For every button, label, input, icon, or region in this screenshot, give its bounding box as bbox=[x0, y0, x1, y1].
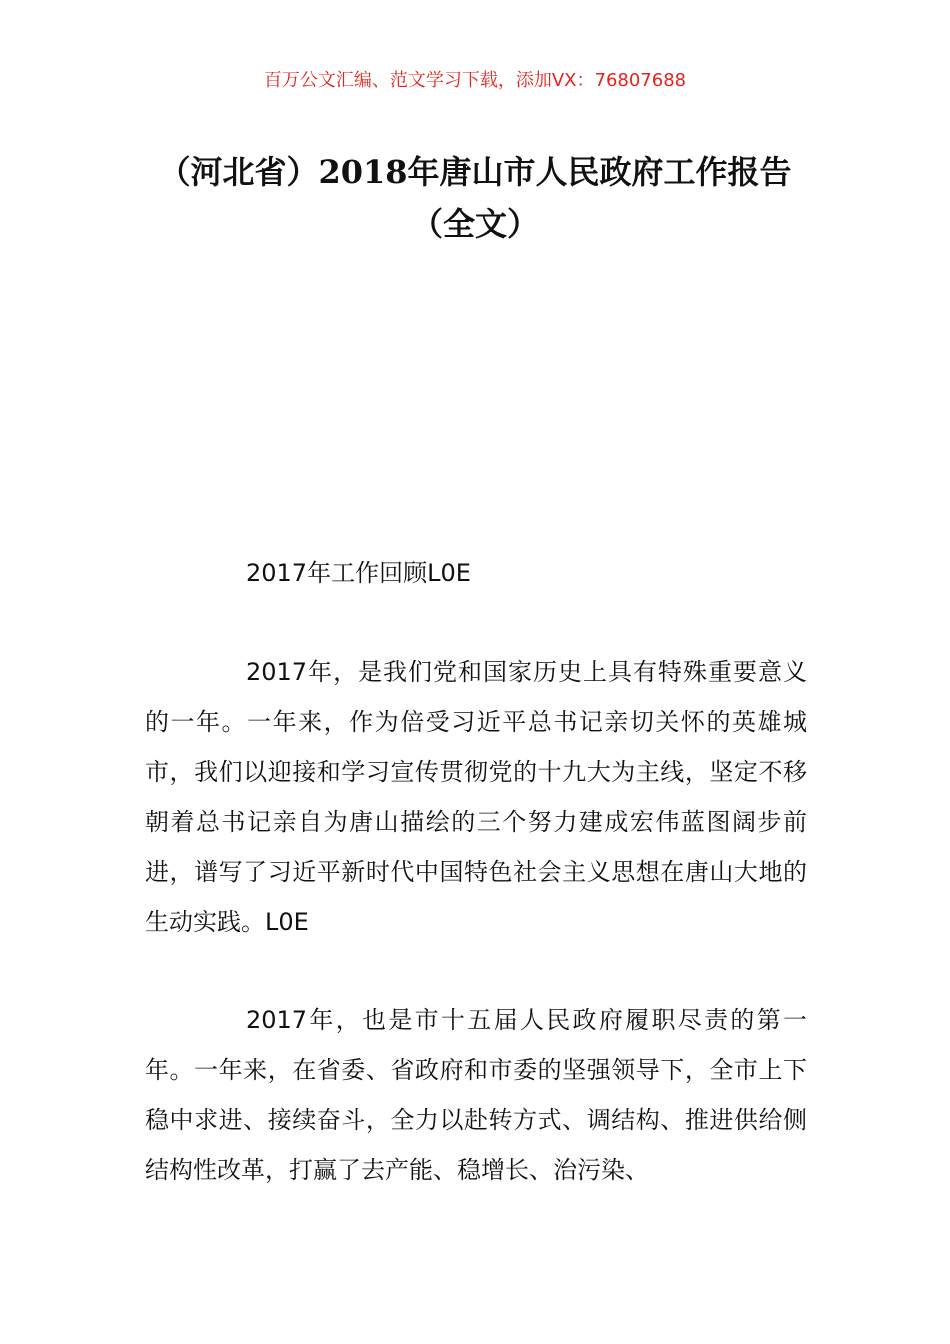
body-paragraph: 2017年，是我们党和国家历史上具有特殊重要意义的一年。一年来，作为倍受习近平总书记亲切关怀的英雄城市，我们以迎接和学习宣传贯彻党的十九大为主线，坚定不移朝着总书记亲自为唐山描绘的三个努力建成宏伟蓝图阔步前进，谱写了习近平新时代中国特色社会主义思想在唐山大地的生动实践。L0E bbox=[145, 658, 807, 936]
section-heading: 2017年工作回顾L0E bbox=[246, 559, 471, 587]
watermark-banner: 百万公文汇编、范文学习下载，添加VX：76807688 bbox=[263, 70, 687, 91]
body-paragraph: 2017年，也是市十五届人民政府履职尽责的第一年。一年来，在省委、省政府和市委的坚强领导下，全市上下稳中求进、接续奋斗，全力以赴转方式、调结构、推进供给侧结构性改革，打赢了去产能、稳增长、治污染、 bbox=[145, 1006, 807, 1184]
document-title: （河北省）2018年唐山市人民政府工作报告（全文） bbox=[158, 153, 792, 243]
